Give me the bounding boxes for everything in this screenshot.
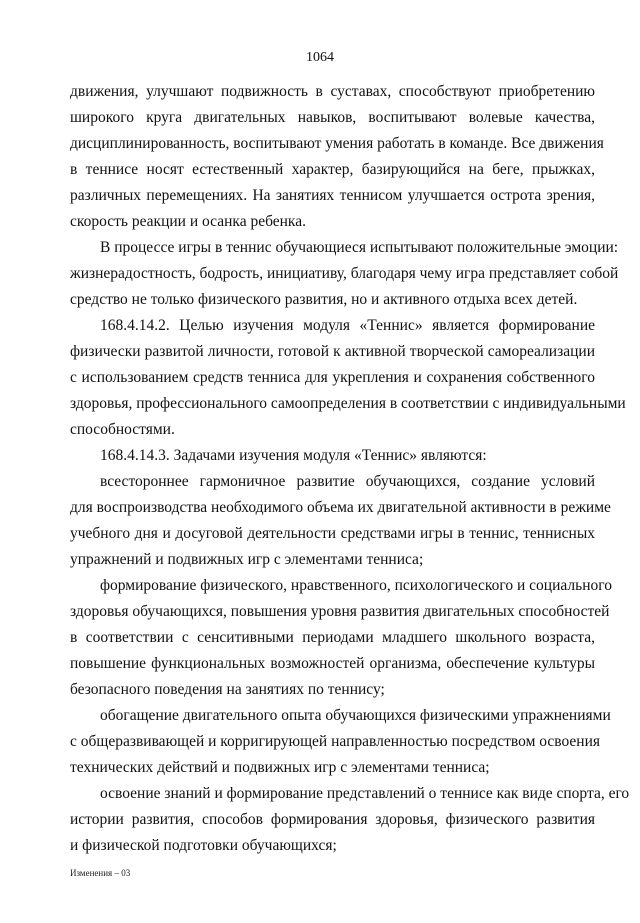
text-line: с использованием средств тенниса для укрепления и сохранения собственного [70,369,595,386]
text-line: средство не только физического развития, но и активного отдыха всех детей. [70,291,578,308]
text-line: упражнений и подвижных игр с элементами тенниса; [70,551,424,568]
text-line: обогащение двигательного опыта обучающихся физическими упражнениями [100,707,611,724]
text-line: здоровья, профессионального самоопределения в соответствии с индивидуальными [70,395,626,412]
text-line: всестороннее гармоничное развитие обучающихся, создание условий [100,473,595,490]
text-line: жизнерадостность, бодрость, инициативу, благодаря чему игра представляет собой [70,265,619,282]
text-line: 168.4.14.2. Целью изучения модуля «Теннис» является формирование [100,317,595,334]
text-line: В процессе игры в теннис обучающиеся испытывают положительные эмоции: [100,239,619,256]
text-line: безопасного поведения на занятиях по теннису; [70,681,385,698]
text-line: истории развития, способов формирования здоровья, физического развития [70,811,595,828]
text-line: в соответствии с сенситивными периодами младшего школьного возраста, [70,629,595,646]
text-line: и физической подготовки обучающихся; [70,837,337,854]
text-line: скорость реакции и осанка ребенка. [70,213,306,230]
text-line: формирование физического, нравственного, психологического и социального [100,577,612,594]
text-line: движения, улучшают подвижность в суставах, способствуют приобретению [70,83,595,100]
text-line: физически развитой личности, готовой к активной творческой самореализации [70,343,595,360]
text-line: для воспроизводства необходимого объема их двигательной активности в режиме [70,499,611,516]
text-line: широкого круга двигательных навыков, воспитывают волевые качества, [70,109,595,126]
text-line: здоровья обучающихся, повышения уровня развития двигательных способностей [70,603,610,620]
text-line: учебного дня и досуговой деятельности средствами игры в теннис, теннисных [70,525,595,542]
text-line: с общеразвивающей и корригирующей направленностью посредством освоения [70,733,601,750]
text-line: 168.4.14.3. Задачами изучения модуля «Теннис» являются: [100,447,487,464]
text-line: повышение функциональных возможностей организма, обеспечение культуры [70,655,595,672]
text-line: в теннисе носят естественный характер, базирующийся на беге, прыжках, [70,161,595,178]
page-number: 1064 [306,50,334,65]
text-line: способностями. [70,421,175,438]
text-line: освоение знаний и формирование представлений о теннисе как виде спорта, его [100,785,630,802]
text-line: технических действий и подвижных игр с элементами тенниса; [70,759,490,776]
text-line: различных перемещениях. На занятиях теннисом улучшается острота зрения, [70,187,595,204]
text-line: дисциплинированность, воспитывают умения работать в команде. Все движения [70,135,604,152]
footer-revision: Изменения – 03 [70,868,131,878]
